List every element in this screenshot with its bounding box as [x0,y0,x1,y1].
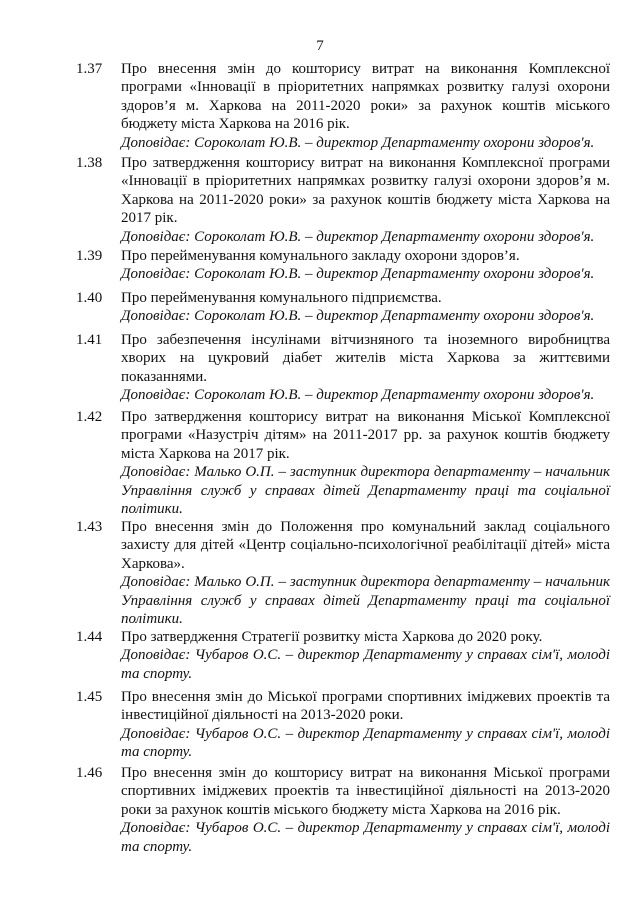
item-number: 1.44 [76,629,103,645]
item-speaker: Доповідає: Малько О.П. – заступник директора департаменту – начальник Управління служб у справах дітей Департаменту праці та соціальної політики. [121,574,610,628]
item-number: 1.43 [76,519,103,535]
item-body [121,289,610,326]
item-title: Про затвердження Стратегії розвитку міста Харкова до 2020 року. [121,629,543,645]
item-body [121,688,610,762]
agenda-list [0,60,640,874]
item-number: 1.40 [76,290,103,306]
agenda-item [0,247,640,289]
item-title: Про внесення змін до Міської програми спортивних іміджевих проектів та інвестиційної діяльності на 2013-2020 роки. [121,689,610,724]
item-body [121,247,610,284]
item-speaker: Доповідає: Сороколат Ю.В. – директор Департаменту охорони здоров'я. [121,134,595,151]
item-number: 1.45 [76,689,103,705]
item-body [121,518,610,628]
item-body [121,764,610,856]
item-speaker: Доповідає: Малько О.П. – заступник директора департаменту – начальник Управління служб у справах дітей Департаменту праці та соціальної політики. [121,464,610,518]
item-title: Про затвердження кошторису витрат на виконання Міської Комплексної програми «Назустріч дітям» на 2011-2017 рр. за рахунок коштів бюджету міста Харкова на 2017 рік. [121,409,610,462]
item-body [121,60,610,152]
item-title: Про внесення змін до кошторису витрат на виконання Комплексної програми «Інновації в пріоритетних напрямках розвитку галузі охорони здоров’я м. Харкова на 2011-2020 роки» за рахунок коштів міського бюджету міста Харкова на 2016 рік. [121,61,610,133]
item-speaker: Доповідає: Сороколат Ю.В. – директор Департаменту охорони здоров'я. [121,308,595,325]
agenda-item [0,331,640,408]
item-speaker: Доповідає: Сороколат Ю.В. – директор Департаменту охорони здоров'я. [121,387,595,404]
agenda-item [0,764,640,874]
item-body [121,628,610,683]
page-number: 7 [316,38,324,54]
agenda-item [0,154,640,247]
item-body [121,331,610,405]
item-number: 1.42 [76,409,103,425]
item-title: Про забезпечення інсулінами вітчизняного та іноземного виробництва хворих на цукровий діабет жителів міста Харкова за життєвими показаннями. [121,332,610,385]
item-title: Про затвердження кошторису витрат на виконання Комплексної програми «Інновації в пріоритетних напрямках розвитку галузі охорони здоров’я м. Харкова на 2011-2020 роки» за рахунок коштів бюджету міста Харкова на 2017 рік. [121,155,610,227]
item-speaker: Доповідає: Сороколат Ю.В. – директор Департаменту охорони здоров'я. [121,266,595,283]
item-speaker: Доповідає: Чубаров О.С. – директор Департаменту у справах сім'ї, молоді та спорту. [121,647,610,682]
item-speaker: Доповідає: Чубаров О.С. – директор Департаменту у справах сім'ї, молоді та спорту. [121,725,610,761]
agenda-item [0,688,640,764]
item-number: 1.41 [76,332,103,348]
item-body [121,154,610,246]
item-number: 1.39 [76,248,103,264]
item-number: 1.38 [76,155,103,171]
item-number: 1.37 [76,61,103,77]
agenda-item [0,518,640,628]
agenda-item [0,289,640,331]
agenda-item [0,628,640,688]
item-title: Про внесення змін до кошторису витрат на виконання Міської програми спортивних іміджевих проектів та інвестиційної діяльності на 2013-2020 роки за рахунок коштів міського бюджету міста Харкова на 2016 рік. [121,765,610,818]
item-title: Про внесення змін до Положення про комунальний заклад соціального захисту для дітей «Центр соціально-психологічної реабілітації дітей» міста Харкова». [121,519,610,572]
item-number: 1.46 [76,765,103,781]
item-speaker: Доповідає: Сороколат Ю.В. – директор Департаменту охорони здоров'я. [121,228,595,245]
agenda-item [0,408,640,518]
item-body [121,408,610,518]
item-title: Про перейменування комунального закладу охорони здоров’я. [121,248,520,264]
agenda-item [0,60,640,154]
item-title: Про перейменування комунального підприємства. [121,290,442,306]
item-speaker: Доповідає: Чубаров О.С. – директор Департаменту у справах сім'ї, молоді та спорту. [121,820,610,855]
